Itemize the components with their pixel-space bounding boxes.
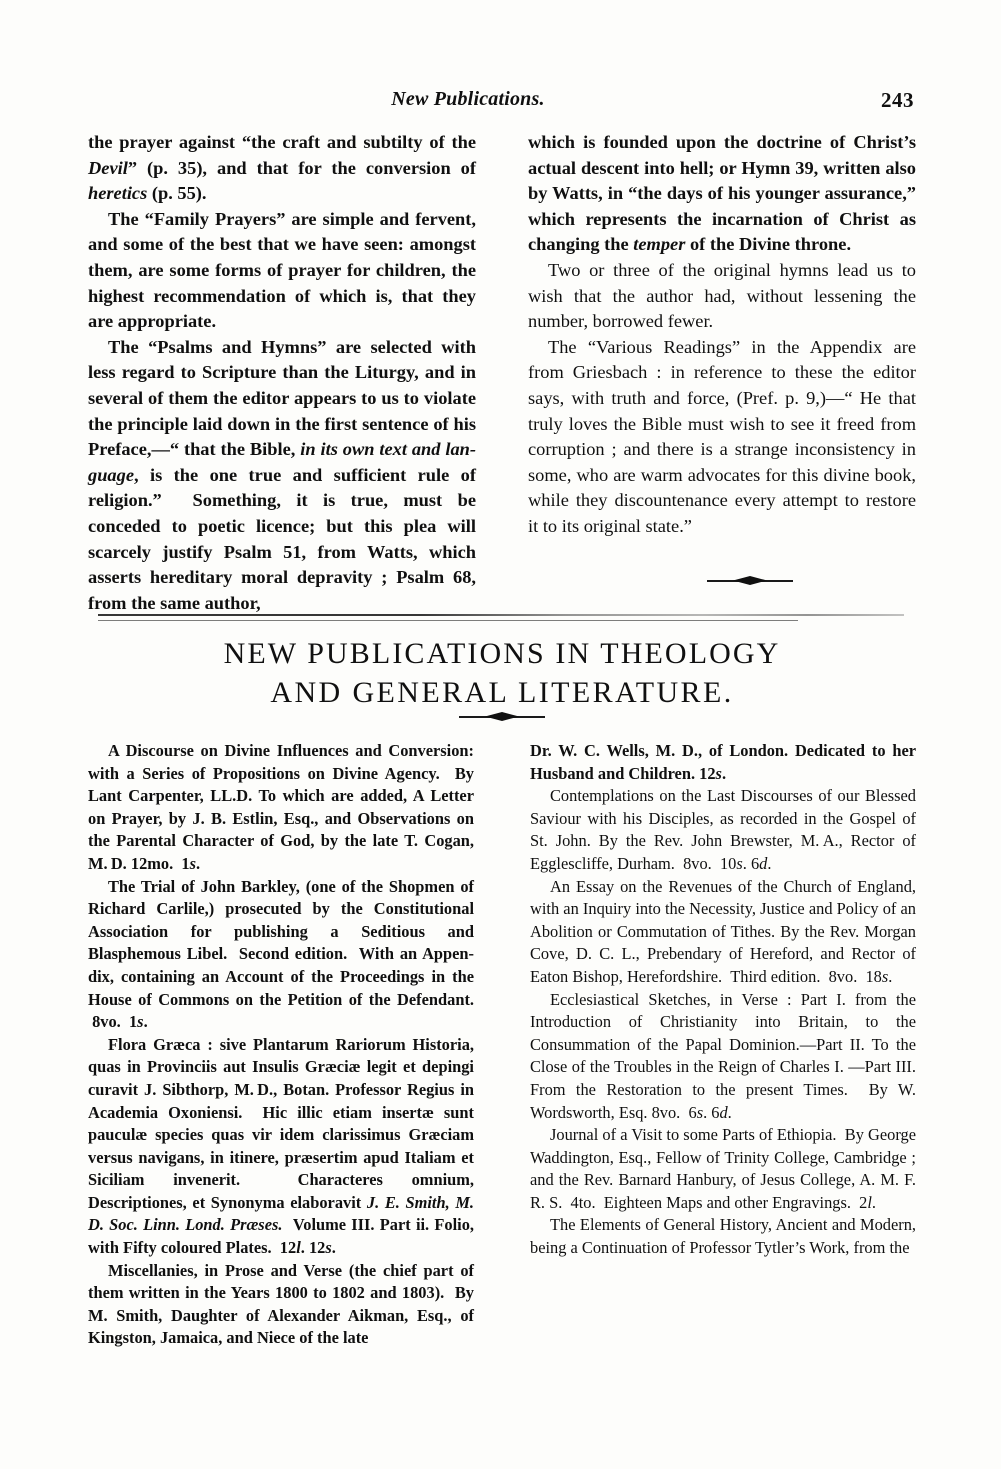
publication-entry: Journal of a Visit to some Parts of Ethiopia. By George Waddington, Esq., Fellow of Trinity College, Cambridge ; and the Rev. Barnard Hanbury, of Jesus College, A. M. F. R. S. 4to. Eighteen Maps and other Engravings. 2l. <box>530 1125 916 1212</box>
publication-entry: Miscellanies, in Prose and Verse (the chief part of them written in the Years 1800 to 1802 and 1803). By M. Smith, Daughter of Alexander Aikman, Esq., of Kingston, Jamaica, and Niece of the late <box>88 1260 474 1348</box>
review-left-text <box>88 616 89 617</box>
publication-entry: Flora Græca : sive Plantarum Rariorum Historia, quas in Provinciis aut Insulis Græciæ legit et depingi curavit J. Sibthorp, M. D., Botan. Professor Regius in Academia Oxoniensi. Hic illic etiam insertæ sunt pauculæ species quas vir idem clarissimus Græciam versus navigans, in itinere, præsertim apud Italiam et Siciliam invenerit. Characteres omnium, Descriptiones, et Synonyma elaboravit J. E. Smith, M. D. Soc. Linn. Lond. Præses. Volume III. Part ii. Folio, with Fifty coloured Plates. 12l. 12s. <box>88 1034 474 1258</box>
publication-entry: Ecclesiastical Sketches, in Verse : Part I. from the Introduction of Christianity into Britain, to the Consummation of the Papal Dominion.—Part II. To the Close of the Troubles in the Reign of Charles I. —Part III. From the Restoration to the present Times. By W. Wordsworth, Esq. 8vo. 6s. 6d. <box>530 989 916 1122</box>
publications-right-column <box>530 740 916 1350</box>
running-title: New Publications. <box>391 88 545 110</box>
diamond-rule-ornament-icon <box>459 712 545 722</box>
review-paragraph: which is founded upon the doctrine of Christ’s actual descent into hell; or Hymn 39, written also by Watts, in “the days of his younger assurance,” which represents the incarnation of Christ as changing the temper of the Divine throne. <box>528 132 916 255</box>
page-number: 243 <box>881 88 914 112</box>
publication-entry: A Discourse on Divine Influences and Conversion: with a Series of Propositions on Divine Agency. By Lant Carpenter, LL.D. To which are added, A Letter on Prayer, by J. B. Estlin, Esq., and Observations on the Parental Character of God, by the late T. Cogan, M. D. 12mo. 1s. <box>88 741 474 873</box>
review-continuation-block <box>88 130 916 616</box>
review-paragraph: The “Psalms and Hymns” are selected with less regard to Scripture than the Liturgy, and in several of them the editor appears to us to violate the principle laid down in the first sentence of his Preface,—“ that the Bible, in its own text and language, is the one true and sufficient rule of religion.” Something, it is true, must be conceded to poetic licence; but this plea will scarcely justify Psalm 51, from Watts, which asserts hereditary moral depravity ; Psalm 68, from the same author, <box>88 336 476 613</box>
section-heading <box>88 634 916 712</box>
publications-left-text <box>88 1350 89 1351</box>
publication-entry: The Elements of General History, Ancient and Modern, being a Continuation of Professor Tytler’s Work, from the <box>530 1215 916 1258</box>
publication-entry: An Essay on the Revenues of the Church of England, with an Inquiry into the Necessity, Justice and Policy of an Abolition or Commutation of Tithes. By the Rev. Morgan Cove, D. C. L., Prebendary of Hereford, and Rector of Eaton Bishop, Herefordshire. Third edition. 8vo. 18s. <box>530 876 916 986</box>
review-right-text <box>528 540 529 541</box>
section-heading-line-2: AND GENERAL LITERATURE. <box>270 676 734 709</box>
publications-left-column <box>88 740 474 1350</box>
review-paragraph: the prayer against “the craft and subtilty of the Devil” (p. 35), and that for the conversion of heretics (p. 55). <box>88 132 476 204</box>
running-head <box>88 88 916 114</box>
review-paragraph: Two or three of the original hymns lead us to wish that the author had, without lessening the number, borrowed fewer. <box>528 259 916 332</box>
section-divider-rule <box>98 614 904 616</box>
diamond-rule-ornament-icon <box>707 576 793 586</box>
publications-right-text <box>530 1260 531 1261</box>
review-right-column <box>528 130 916 616</box>
review-left-column <box>88 130 476 616</box>
publication-entry: Contemplations on the Last Discourses of our Blessed Saviour with his Disciples, as recorded in the Gospel of St. John. By the Rev. John Brewster, M. A., Rector of Egglescliffe, Durham. 8vo. 10s. 6d. <box>530 786 916 873</box>
section-heading-line-1: NEW PUBLICATIONS IN THEOLOGY <box>223 637 781 670</box>
publication-entry: Dr. W. C. Wells, M. D., of London. Dedicated to her Husband and Children. 12s. <box>530 741 916 783</box>
review-paragraph: The “Family Prayers” are simple and fervent, and some of the best that we have seen: amongst them, are some forms of prayer for children, the highest recommendation of which is, that they are appropriate. <box>88 208 476 332</box>
publication-entry: The Trial of John Barkley, (one of the Shopmen of Richard Carlile,) prosecuted by the Constitutional Association for publishing a Seditious and Blasphemous Libel. Second edition. With an Appendix, containing an Account of the Proceedings in the House of Commons on the Petition of the Defendant. 8vo. 1s. <box>88 876 474 1032</box>
review-paragraph: The “Various Readings” in the Appendix are from Griesbach : in reference to these the editor says, with truth and force, (Pref. p. 9,)—“ He that truly loves the Bible must wish to see it freed from corruption ; and there is a strange inconsistency in some, who are warm advocates for this divine book, while they discountenance every attempt to restore it to its original state.” <box>528 336 916 536</box>
section-divider-rule-secondary <box>98 620 798 621</box>
publications-list-block <box>88 740 916 1350</box>
page-content-area <box>88 0 916 1469</box>
